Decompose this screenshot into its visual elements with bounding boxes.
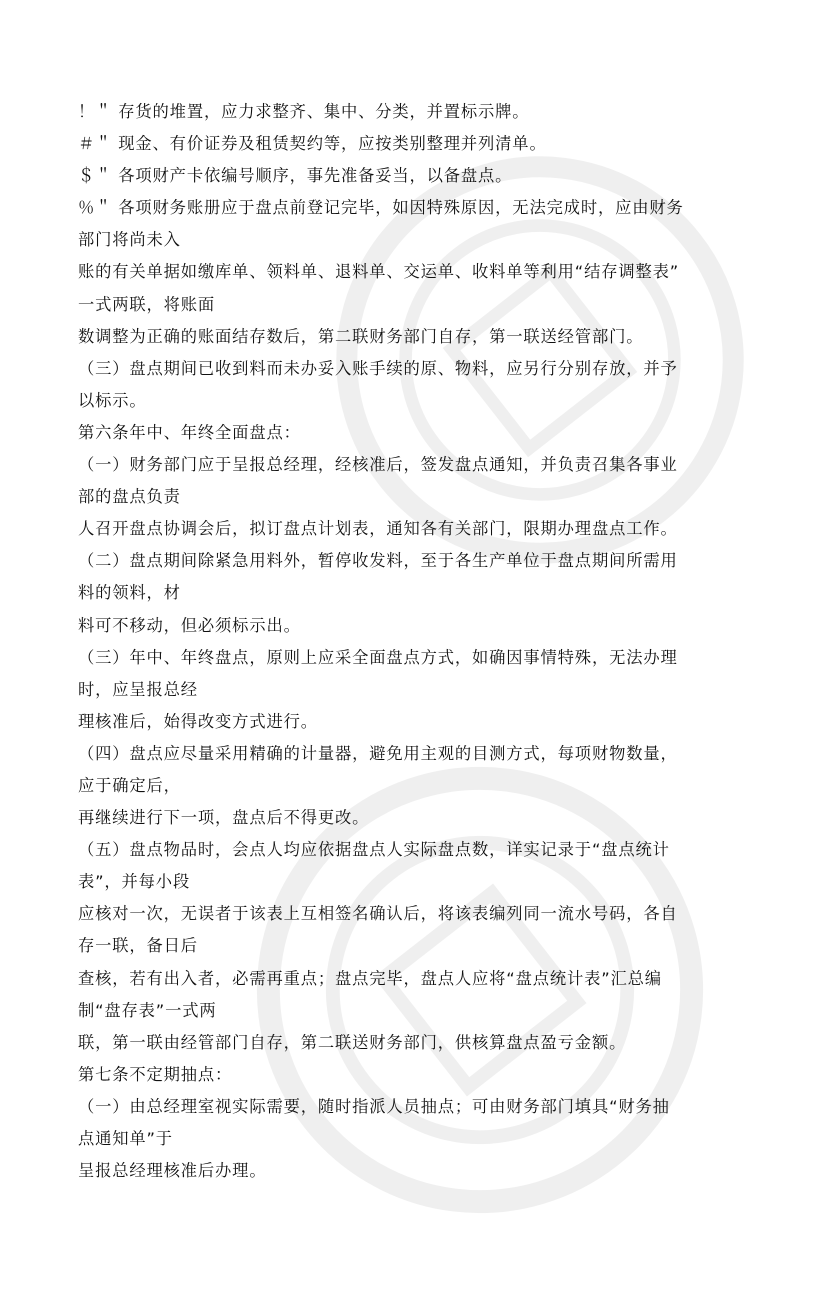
text-line: 应核对一次，无误者于该表上互相签名确认后，将该表编列同一流水号码，各自: [78, 904, 678, 924]
text-line: 再继续进行下一项，盘点后不得更改。: [78, 808, 370, 828]
text-line: （一）财务部门应于呈报总经理，经核准后，签发盘点通知，并负责召集各事业: [78, 455, 678, 475]
text-line: 时，应呈报总经: [78, 679, 198, 699]
text-line: 料的领料，材: [78, 583, 181, 603]
text-line: 部的盘点负责: [78, 487, 181, 507]
text-line: ！＂ 存货的堆置，应力求整齐、集中、分类，并置标示牌。: [78, 102, 530, 121]
text-line: 料可不移动，但必须标示出。: [78, 615, 301, 635]
text-line: 应于确定后，: [78, 775, 181, 795]
section-heading: 第六条年中、年终全面盘点：: [78, 422, 301, 442]
text-line: （五）盘点物品时，会点人均应依据盘点人实际盘点数，详实记录于“盘点统计: [78, 840, 670, 860]
text-line: 数调整为正确的账面结存数后，第二联财务部门自存，第一联送经管部门。: [78, 326, 644, 346]
text-line: （四）盘点应尽量采用精确的计量器，避免用主观的目测方式，每项财物数量，: [78, 743, 678, 763]
text-line: 制“盘存表”一式两: [78, 1000, 217, 1020]
section-heading: 第七条不定期抽点：: [78, 1064, 233, 1084]
text-line: （二）盘点期间除紧急用料外，暂停收发料，至于各生产单位于盘点期间所需用: [78, 551, 678, 571]
text-line: ＄＂ 各项财产卡依编号顺序，事先准备妥当，以备盘点。: [78, 166, 513, 186]
text-line: 人召开盘点协调会后，拟订盘点计划表，通知各有关部门，限期办理盘点工作。: [78, 519, 678, 539]
text-line: 点通知单”于: [78, 1129, 173, 1148]
text-line: 一式两联，将账面: [78, 294, 216, 314]
text-line: 呈报总经理核准后办理。: [78, 1161, 267, 1181]
document-body: [78, 96, 763, 1187]
text-line: ＃＂ 现金、有价证券及租赁契约等，应按类别整理并列清单。: [78, 134, 547, 154]
text-line: 查核，若有出入者，必需再重点；盘点完毕，盘点人应将“盘点统计表”汇总编: [78, 968, 662, 988]
text-line: （三）盘点期间已收到料而未办妥入账手续的原、物料，应另行分别存放，并予: [78, 358, 678, 378]
text-line: 表”，并每小段: [78, 872, 191, 892]
text-line: 理核准后，始得改变方式进行。: [78, 711, 318, 731]
text-line: 以标示。: [78, 390, 147, 410]
text-line: 存一联，备日后: [78, 936, 198, 956]
text-line: 账的有关单据如缴库单、领料单、退料单、交运单、收料单等利用“结存调整表”: [78, 262, 680, 282]
text-line: 部门将尚未入: [78, 230, 181, 250]
text-line: 联，第一联由经管部门自存，第二联送财务部门，供核算盘点盈亏金额。: [78, 1032, 627, 1052]
text-line: （三）年中、年终盘点，原则上应采全面盘点方式，如确因事情特殊，无法办理: [78, 647, 678, 667]
text-line: （一）由总经理室视实际需要，随时指派人员抽点；可由财务部门填具“财务抽: [78, 1096, 670, 1116]
text-line: ％＂ 各项财务账册应于盘点前登记完毕，如因特殊原因，无法完成时，应由财务: [78, 198, 684, 218]
